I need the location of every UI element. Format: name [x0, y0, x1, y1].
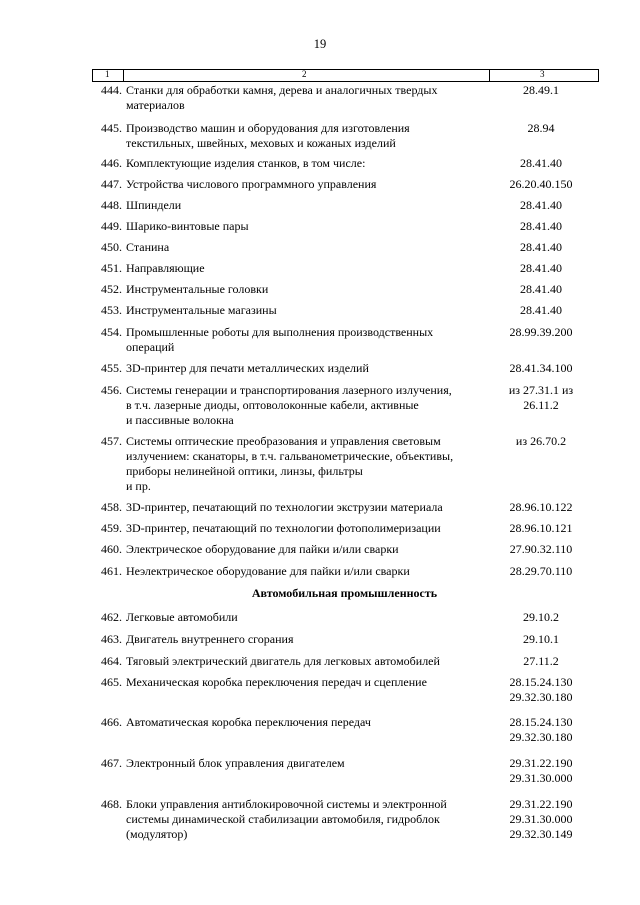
description-line: и пр.: [126, 479, 151, 493]
row-number: 447.: [101, 177, 122, 191]
description-line: Неэлектрическое оборудование для пайки и/или сварки: [126, 564, 410, 578]
code-line: 28.99.39.200: [509, 325, 573, 339]
row-description: [126, 542, 486, 557]
section-title: Автомобильная промышленность: [251, 586, 438, 600]
row-code: [490, 610, 592, 625]
code-line: 28.41.40: [520, 156, 562, 170]
row-code: [490, 219, 592, 234]
row-description: [126, 564, 486, 579]
row-code: [490, 261, 592, 276]
header-divider: [489, 70, 490, 81]
description-line: материалов: [126, 98, 185, 112]
row-number: 462.: [101, 610, 122, 624]
row-code: [490, 500, 592, 515]
row-code: [490, 121, 592, 136]
row-code: [490, 521, 592, 536]
description-line: излучением: сканаторы, в т.ч. гальванометрические, объективы,: [126, 449, 454, 463]
row-code: [490, 654, 592, 669]
code-line: 26.11.2: [523, 398, 559, 412]
row-number: 457.: [101, 434, 122, 448]
description-line: Механическая коробка переключения передач и сцепление: [126, 675, 427, 689]
description-line: операций: [126, 340, 175, 354]
row-number: 448.: [101, 198, 122, 212]
row-code: [490, 797, 592, 842]
code-line: 29.10.1: [523, 632, 559, 646]
code-line: 28.96.10.121: [509, 521, 573, 535]
row-description: [126, 83, 486, 113]
row-description: [126, 156, 486, 171]
code-line: 28.15.24.130: [509, 715, 573, 729]
description-line: Направляющие: [126, 261, 205, 275]
code-line: 29.32.30.180: [509, 730, 573, 744]
row-code: [490, 564, 592, 579]
description-line: 3D-принтер для печати металлических изделий: [126, 361, 369, 375]
code-line: 28.41.40: [520, 261, 562, 275]
header-divider: [123, 70, 124, 81]
code-line: 28.29.70.110: [509, 564, 573, 578]
code-line: 29.10.2: [523, 610, 559, 624]
code-line: 29.31.22.190: [509, 756, 573, 770]
row-number: 463.: [101, 632, 122, 646]
row-description: [126, 797, 486, 842]
description-line: Блоки управления антиблокировочной системы и электронной: [126, 797, 447, 811]
row-code: [490, 198, 592, 213]
row-code: [490, 383, 592, 413]
description-line: 3D-принтер, печатающий по технологии фотополимеризации: [126, 521, 441, 535]
row-description: [126, 240, 486, 255]
row-number: 458.: [101, 500, 122, 514]
row-description: [126, 715, 486, 730]
code-line: 28.41.40: [520, 240, 562, 254]
row-description: [126, 610, 486, 625]
code-line: 28.49.1: [523, 83, 559, 97]
row-code: [490, 632, 592, 647]
row-number: 451.: [101, 261, 122, 275]
description-line: (модулятор): [126, 827, 188, 841]
row-code: [490, 675, 592, 705]
row-description: [126, 383, 486, 428]
row-description: [126, 325, 486, 355]
row-description: [126, 219, 486, 234]
description-line: Электронный блок управления двигателем: [126, 756, 345, 770]
row-number: 452.: [101, 282, 122, 296]
row-number: 450.: [101, 240, 122, 254]
description-line: Шпиндели: [126, 198, 182, 212]
code-line: 28.41.40: [520, 303, 562, 317]
code-line: 29.31.30.000: [509, 812, 573, 826]
description-line: Устройства числового программного управления: [126, 177, 377, 191]
row-description: [126, 177, 486, 192]
row-number: 461.: [101, 564, 122, 578]
description-line: Автоматическая коробка переключения передач: [126, 715, 371, 729]
row-description: [126, 198, 486, 213]
row-description: [126, 632, 486, 647]
description-line: Комплектующие изделия станков, в том числе:: [126, 156, 366, 170]
code-line: 28.41.34.100: [509, 361, 573, 375]
row-code: [490, 83, 592, 98]
table-header: [92, 69, 599, 82]
code-line: 26.20.40.150: [509, 177, 573, 191]
page-number: 19: [313, 37, 327, 51]
description-line: Тяговый электрический двигатель для легковых автомобилей: [126, 654, 440, 668]
row-code: [490, 282, 592, 297]
description-line: Шарико-винтовые пары: [126, 219, 249, 233]
row-number: 459.: [101, 521, 122, 535]
row-description: [126, 756, 486, 771]
description-line: Легковые автомобили: [126, 610, 238, 624]
code-line: 28.94: [527, 121, 555, 135]
code-line: из 26.70.2: [515, 434, 567, 448]
description-line: Производство машин и оборудования для изготовления: [126, 121, 410, 135]
code-line: 29.31.22.190: [509, 797, 573, 811]
row-code: [490, 361, 592, 376]
code-line: 27.90.32.110: [509, 542, 573, 556]
code-line: 28.41.40: [520, 198, 562, 212]
row-number: 444.: [101, 83, 122, 97]
row-number: 468.: [101, 797, 122, 811]
row-description: [126, 121, 486, 151]
row-number: 455.: [101, 361, 122, 375]
row-number: 446.: [101, 156, 122, 170]
code-line: 27.11.2: [523, 654, 559, 668]
row-number: 466.: [101, 715, 122, 729]
description-line: Системы оптические преобразования и управления световым: [126, 434, 441, 448]
description-line: и пассивные волокна: [126, 413, 234, 427]
row-description: [126, 500, 486, 515]
row-number: 464.: [101, 654, 122, 668]
description-line: Электрическое оборудование для пайки и/или сварки: [126, 542, 399, 556]
row-number: 454.: [101, 325, 122, 339]
row-description: [126, 261, 486, 276]
row-number: 467.: [101, 756, 122, 770]
row-code: [490, 715, 592, 745]
header-col-2: 2: [302, 69, 307, 79]
code-line: 29.32.30.180: [509, 690, 573, 704]
description-line: Системы генерации и транспортирования лазерного излучения,: [126, 383, 452, 397]
row-number: 460.: [101, 542, 122, 556]
code-line: 28.15.24.130: [509, 675, 573, 689]
code-line: 29.31.30.000: [509, 771, 573, 785]
row-number: 449.: [101, 219, 122, 233]
description-line: Промышленные роботы для выполнения производственных: [126, 325, 434, 339]
row-description: [126, 675, 486, 690]
row-number: 453.: [101, 303, 122, 317]
description-line: системы динамической стабилизации автомобиля, гидроблок: [126, 812, 440, 826]
row-code: [490, 156, 592, 171]
row-code: [490, 177, 592, 192]
row-code: [490, 756, 592, 786]
code-line: 29.32.30.149: [509, 827, 573, 841]
row-description: [126, 303, 486, 318]
row-number: 456.: [101, 383, 122, 397]
row-number: 465.: [101, 675, 122, 689]
row-code: [490, 542, 592, 557]
row-description: [126, 654, 486, 669]
description-line: Инструментальные магазины: [126, 303, 277, 317]
row-description: [126, 282, 486, 297]
description-line: Станки для обработки камня, дерева и аналогичных твердых: [126, 83, 438, 97]
header-col-1: 1: [105, 69, 110, 79]
description-line: в т.ч. лазерные диоды, оптоволоконные кабели, активные: [126, 398, 419, 412]
row-description: [126, 521, 486, 536]
row-description: [126, 361, 486, 376]
row-code: [490, 303, 592, 318]
description-line: Станина: [126, 240, 170, 254]
row-number: 445.: [101, 121, 122, 135]
description-line: текстильных, швейных, меховых и кожаных изделий: [126, 136, 396, 150]
description-line: приборы нелинейной оптики, линзы, фильтры: [126, 464, 363, 478]
row-code: [490, 240, 592, 255]
code-line: 28.96.10.122: [509, 500, 573, 514]
code-line: из 27.31.1 из: [508, 383, 574, 397]
description-line: Инструментальные головки: [126, 282, 269, 296]
row-description: [126, 434, 486, 494]
row-code: [490, 325, 592, 340]
code-line: 28.41.40: [520, 219, 562, 233]
code-line: 28.41.40: [520, 282, 562, 296]
row-code: [490, 434, 592, 449]
header-col-3: 3: [540, 69, 545, 79]
description-line: Двигатель внутреннего сгорания: [126, 632, 294, 646]
description-line: 3D-принтер, печатающий по технологии экструзии материала: [126, 500, 443, 514]
